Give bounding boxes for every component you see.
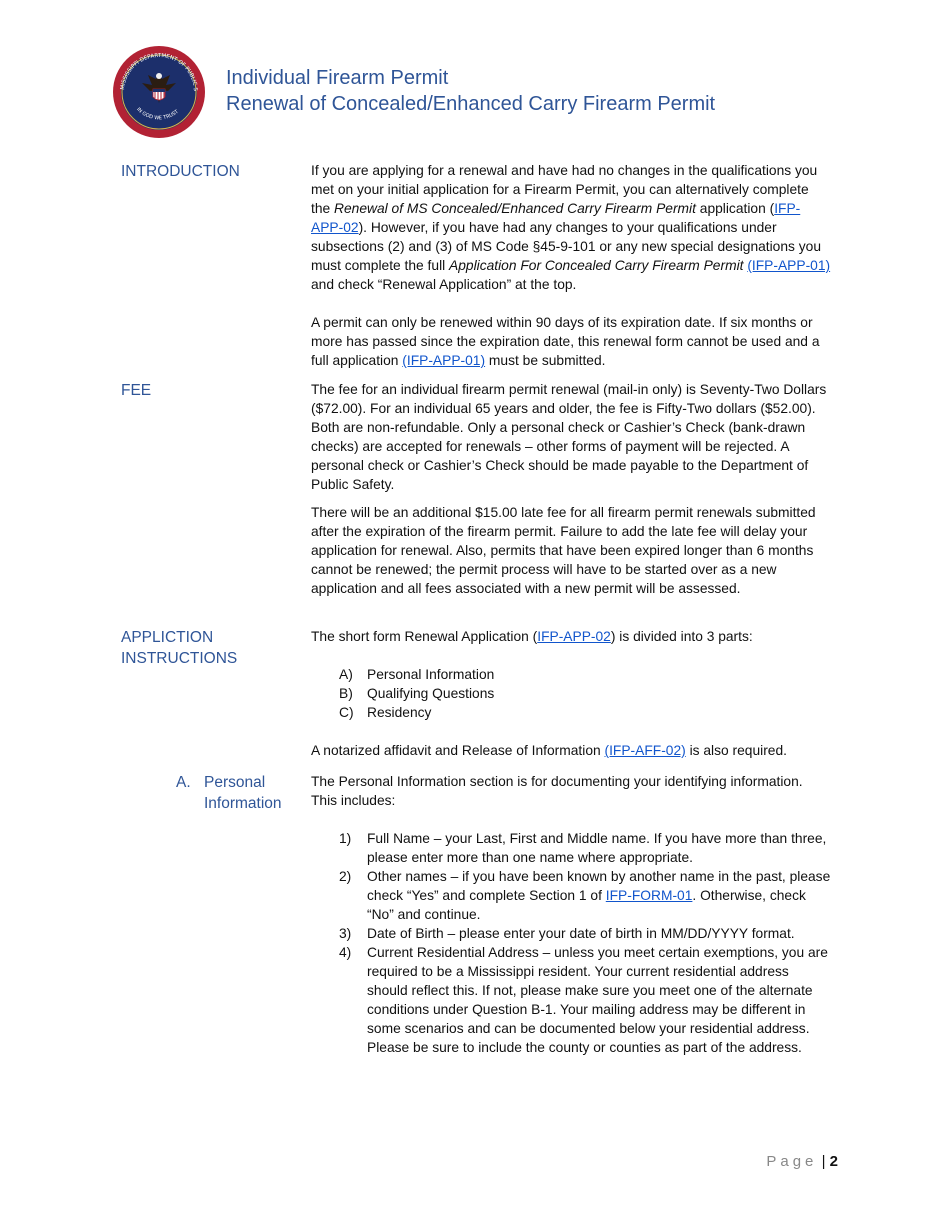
affidavit-note: A notarized affidavit and Release of Information (IFP-AFF-02) is also required. xyxy=(311,743,787,758)
instructions-heading: APPLICTION INSTRUCTIONS xyxy=(121,629,238,667)
introduction-body xyxy=(311,161,831,370)
fee-paragraph-2: There will be an additional $15.00 late fee for all firearm permit renewals submitted after the expiration of the firearm permit. Failure to add the late fee will delay your application for renewal. Also, permits that have been expired longer than 6 months cannot be renewed; the permit process will have to be started over as a new application and all fees associated with a new permit will be assessed. xyxy=(311,505,816,596)
introduction-paragraph-1: If you are applying for a renewal and have had no changes in the qualifications you met on your initial application for a Firearm Permit, you can alternatively complete the Renewal of MS Concealed/Enhanced Carry Firearm Permit application (IFP-APP-02). However, if you have had any changes to your qualifications under subsections (2) and (3) of MS Code §45-9-101 or any new special designations you must complete the full Application For Concealed Carry Firearm Permit (IFP-APP-01) and check “Renewal Application” at the top. xyxy=(311,163,831,292)
personal-information-heading: A. Personal Information xyxy=(176,774,282,812)
page-separator: | xyxy=(821,1153,826,1170)
page-footer xyxy=(766,1153,838,1170)
fee-paragraph-1: The fee for an individual firearm permit renewal (mail-in only) is Seventy-Two Dollars ($72.00). For an individual 65 years and older, the fee is Fifty-Two dollars ($52.00). Both are non-refundable. Only a personal check or Cashier’s Check (bank-drawn checks) are accepted for renewals – other forms of payment will be rejected. A personal check or Cashier’s Check should be made payable to the Department of Public Safety. xyxy=(311,382,827,492)
personal-information-list xyxy=(311,829,831,1057)
document-subtitle: Renewal of Concealed/Enhanced Carry Firearm Permit xyxy=(226,93,716,115)
personal-information-intro: The Personal Information section is for documenting your identifying information. This includes: xyxy=(311,774,803,808)
link-ifp-aff-02[interactable]: (IFP-AFF-02) xyxy=(604,743,686,758)
list-item: 3) Date of Birth – please enter your date of birth in MM/DD/YYYY format. xyxy=(339,926,795,941)
page-label: Page xyxy=(766,1153,818,1170)
link-ifp-app-01[interactable]: (IFP-APP-01) xyxy=(747,258,831,273)
link-ifp-app-02[interactable]: IFP-APP-02 xyxy=(537,629,611,644)
list-item: 2) Other names – if you have been known by another name in the past, please check “Yes” and complete Section 1 of IFP-FORM-01. Otherwise, check “No” and continue. xyxy=(339,869,831,922)
list-item: A) Personal Information xyxy=(339,667,495,682)
list-item: 1) Full Name – your Last, First and Middle name. If you have more than three, please enter more than one name where appropriate. xyxy=(339,831,827,865)
department-seal-logo xyxy=(112,45,206,139)
document-title: Individual Firearm Permit xyxy=(226,67,449,89)
instructions-intro: The short form Renewal Application (IFP-APP-02) is divided into 3 parts: xyxy=(311,629,753,644)
svg-text:IN GOD WE TRUST: IN GOD WE TRUST xyxy=(135,106,180,122)
list-item: 4) Current Residential Address – unless you meet certain exemptions, you are required to be a Mississippi resident. Your current residential address should reflect this. If not, please make sure you meet one of the alternate conditions under Question B-1. Your mailing address may be different in some scenarios and can be documented below your residential address. Please be sure to include the county or counties as part of the address. xyxy=(339,945,828,1055)
introduction-heading: INTRODUCTION xyxy=(121,163,240,180)
svg-text:MISSISSIPPI DEPARTMENT OF PUBL: MISSISSIPPI DEPARTMENT OF PUBLIC S xyxy=(120,52,199,92)
link-ifp-app-02[interactable]: IFP-APP-02 xyxy=(311,201,801,235)
fee-body xyxy=(311,380,831,598)
parts-list xyxy=(311,665,831,722)
link-ifp-form-01[interactable]: IFP-FORM-01 xyxy=(605,888,693,903)
introduction-paragraph-2: A permit can only be renewed within 90 days of its expiration date. If six months or more has passed since the expiration date, this renewal form cannot be used and a full application (IFP-APP-01) must be submitted. xyxy=(311,315,820,368)
list-item: C) Residency xyxy=(339,705,432,720)
fee-heading: FEE xyxy=(121,382,152,399)
page-number: 2 xyxy=(829,1153,838,1170)
link-ifp-app-01[interactable]: (IFP-APP-01) xyxy=(402,353,486,368)
list-item: B) Qualifying Questions xyxy=(339,686,495,701)
